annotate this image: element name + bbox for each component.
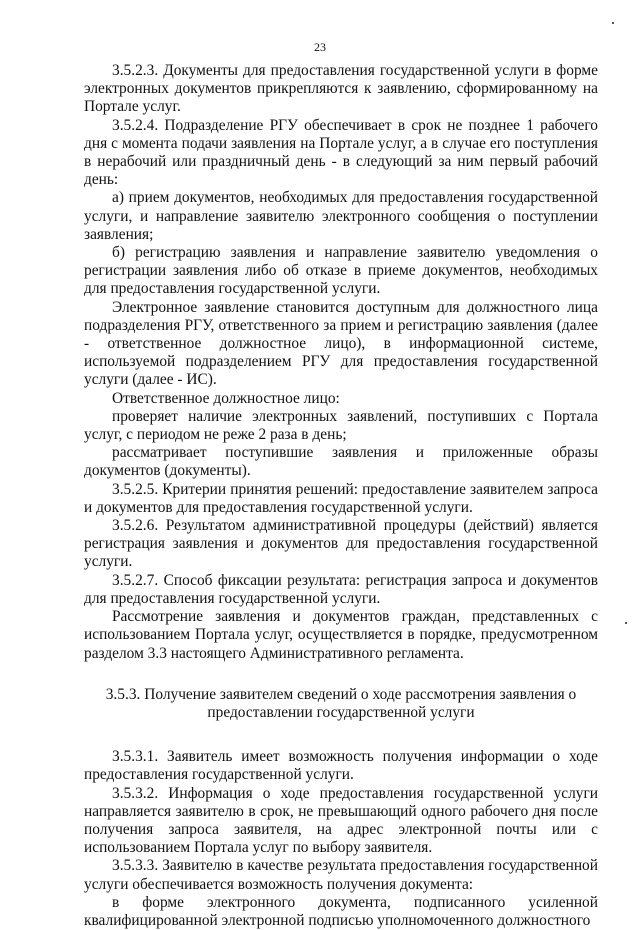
heading-line-1: 3.5.3. Получение заявителем сведений о ходе рассмотрения заявления о [105,685,577,703]
list-item-a: а) прием документов, необходимых для предоставления государственной услуги, и направление заявителю электронного сообщения о поступлении заявления; [84,189,598,243]
paragraph-electronic-document: в форме электронного документа, подписанного усиленной квалифицированной электронной подписью уполномоченного должностного [84,893,598,929]
paragraph-electronic-application: Электронное заявление становится доступным для должностного лица подразделения РГУ, ответственного за прием и регистрацию заявления (далее - ответственное должностное лицо), в информационной системе, используемой подразделением РГУ для предоставления государственной услуги (далее - ИС). [84,298,598,389]
document-body [84,62,598,930]
scan-mark [625,622,627,624]
paragraph-reviews: рассматривает поступившие заявления и приложенные образы документов (документы). [84,444,598,480]
page-number: 23 [314,40,326,54]
paragraph-3-5-2-4: 3.5.2.4. Подразделение РГУ обеспечивает в срок не позднее 1 рабочего дня с момента подачи заявления на Портале услуг, а в случае его поступления в нерабочий или праздничный день - в следующий за ним первый рабочий день: [84,116,598,189]
paragraph-checks: проверяет наличие электронных заявлений, поступивших с Портала услуг, с периодом не реже 2 раза в день; [84,407,598,444]
section-heading-3-5-3 [84,686,598,722]
paragraph-3-5-2-6: 3.5.2.6. Результатом административной процедуры (действий) является регистрация заявления и документов для предоставления государственной услуги. [84,517,598,571]
scan-mark [612,22,614,24]
paragraph-3-5-3-1: 3.5.3.1. Заявитель имеет возможность получения информации о ходе предоставления государственной услуги. [84,748,598,784]
heading-line-2: предоставлении государственной услуги [207,703,475,721]
paragraph-3-5-3-2: 3.5.3.2. Информация о ходе предоставления государственной услуги направляется заявителю в срок, не превышающий одного рабочего дня после получения запроса заявителя, на адрес электронной почты или с использованием Портала услуг по выбору заявителя. [84,784,598,857]
paragraph-3-5-3-3: 3.5.3.3. Заявителю в качестве результата предоставления государственной услуги обеспечивается возможность получения документа: [84,857,598,893]
paragraph-3-5-2-7: 3.5.2.7. Способ фиксации результата: регистрация запроса и документов для предоставления государственной услуги. [84,571,598,607]
paragraph-3-5-2-5: 3.5.2.5. Критерии принятия решений: предоставление заявителем запроса и документов для предоставления государственной услуги. [84,480,598,516]
paragraph-3-5-2-3: 3.5.2.3. Документы для предоставления государственной услуги в форме электронных документов прикрепляются к заявлению, сформированному на Портале услуг. [84,62,598,116]
list-item-b: б) регистрацию заявления и направление заявителю уведомления о регистрации заявления либо об отказе в приеме документов, необходимых для предоставления государственной услуги. [84,244,598,298]
paragraph-review-procedure: Рассмотрение заявления и документов граждан, представленных с использованием Портала услуг, осуществляется в порядке, предусмотренном разделом 3.3 настоящего Административного регламента. [84,608,598,662]
paragraph-responsible-official: Ответственное должностное лицо: [112,389,340,407]
